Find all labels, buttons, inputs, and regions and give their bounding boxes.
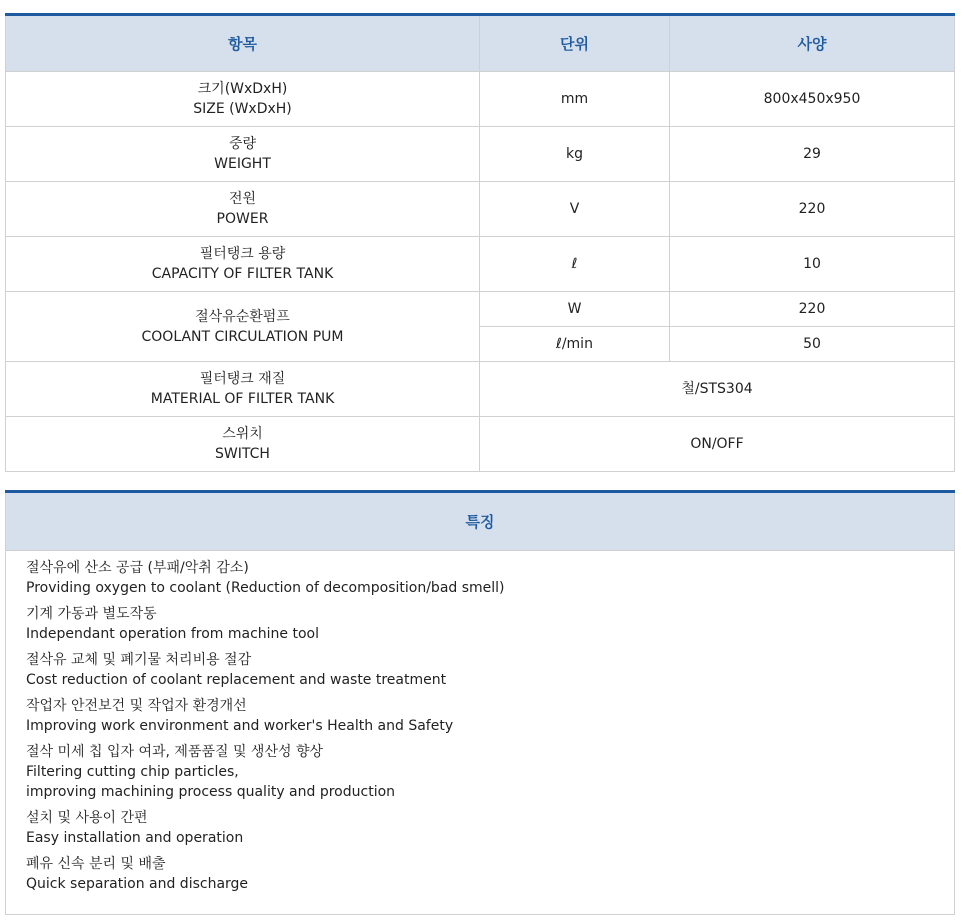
value-cell: 220 xyxy=(670,182,955,237)
value-cell: 220 xyxy=(670,292,955,327)
item-ko: 중량 xyxy=(228,136,257,152)
feature-en: Quick separation and discharge xyxy=(26,876,249,892)
item-ko: 필터탱크 재질 xyxy=(199,371,286,387)
feature-en: Providing oxygen to coolant (Reduction of decomposition/bad smell) xyxy=(26,580,505,596)
item-cell xyxy=(6,182,480,237)
features-header: 특징 xyxy=(6,492,955,551)
item-cell xyxy=(6,292,480,362)
spec-row-weight xyxy=(6,127,955,182)
feature-en: Improving work environment and worker's Health and Safety xyxy=(26,718,454,734)
item-en: SIZE (WxDxH) xyxy=(193,101,292,117)
value-cell: 29 xyxy=(670,127,955,182)
feature-en: Filtering cutting chip particles, improving machining process quality and production xyxy=(26,764,396,800)
feature-item xyxy=(26,650,934,690)
feature-en: Independant operation from machine tool xyxy=(26,626,319,642)
features-header-row xyxy=(6,492,955,551)
item-cell xyxy=(6,72,480,127)
unit-cell: mm xyxy=(480,72,670,127)
feature-ko: 절삭유에 산소 공급 (부패/악취 감소) xyxy=(26,560,249,576)
item-en: CAPACITY OF FILTER TANK xyxy=(151,266,334,282)
item-cell xyxy=(6,417,480,472)
feature-item xyxy=(26,742,934,802)
features-table xyxy=(5,490,955,915)
header-item: 항목 xyxy=(6,15,480,72)
feature-ko: 기계 가동과 별도작동 xyxy=(26,606,157,622)
item-ko: 필터탱크 용량 xyxy=(199,246,286,262)
spec-row-material xyxy=(6,362,955,417)
spec-row-capacity xyxy=(6,237,955,292)
unit-cell: W xyxy=(480,292,670,327)
item-ko: 스위치 xyxy=(222,426,263,442)
header-unit: 단위 xyxy=(480,15,670,72)
feature-ko: 절삭 미세 칩 입자 여과, 제품품질 및 생산성 향상 xyxy=(26,744,324,760)
spec-header-row xyxy=(6,15,955,72)
value-cell: 10 xyxy=(670,237,955,292)
unit-cell: kg xyxy=(480,127,670,182)
feature-ko: 설치 및 사용이 간편 xyxy=(26,810,148,826)
spec-table xyxy=(5,13,955,472)
value-cell: 철/STS304 xyxy=(480,362,955,417)
item-en: MATERIAL OF FILTER TANK xyxy=(150,391,335,407)
feature-item xyxy=(26,808,934,848)
feature-ko: 폐유 신속 분리 및 배출 xyxy=(26,856,166,872)
feature-ko: 작업자 안전보건 및 작업자 환경개선 xyxy=(26,698,247,714)
spec-row-switch xyxy=(6,417,955,472)
item-en: POWER xyxy=(216,211,269,227)
item-en: WEIGHT xyxy=(214,156,271,172)
features-body-row xyxy=(6,551,955,915)
item-cell xyxy=(6,362,480,417)
value-cell: 800x450x950 xyxy=(670,72,955,127)
unit-cell: ℓ xyxy=(480,237,670,292)
item-ko: 크기(WxDxH) xyxy=(197,81,288,97)
item-cell xyxy=(6,127,480,182)
feature-item xyxy=(26,696,934,736)
feature-en: Easy installation and operation xyxy=(26,830,244,846)
feature-item xyxy=(26,604,934,644)
unit-cell: V xyxy=(480,182,670,237)
features-list xyxy=(6,551,955,915)
spec-row-power xyxy=(6,182,955,237)
spec-row-size xyxy=(6,72,955,127)
value-cell: ON/OFF xyxy=(480,417,955,472)
item-ko: 전원 xyxy=(228,191,257,207)
item-ko: 절삭유순환펌프 xyxy=(195,308,290,325)
item-cell xyxy=(6,237,480,292)
value-cell: 50 xyxy=(670,327,955,362)
feature-ko: 절삭유 교체 및 폐기물 처리비용 절감 xyxy=(26,652,252,668)
unit-cell: ℓ/min xyxy=(480,327,670,362)
feature-item xyxy=(26,558,934,598)
spec-row-pump xyxy=(6,292,955,327)
item-en: COOLANT CIRCULATION PUM xyxy=(141,328,344,345)
header-value: 사양 xyxy=(670,15,955,72)
feature-en: Cost reduction of coolant replacement and waste treatment xyxy=(26,672,447,688)
feature-item xyxy=(26,854,934,894)
item-en: SWITCH xyxy=(215,446,270,462)
